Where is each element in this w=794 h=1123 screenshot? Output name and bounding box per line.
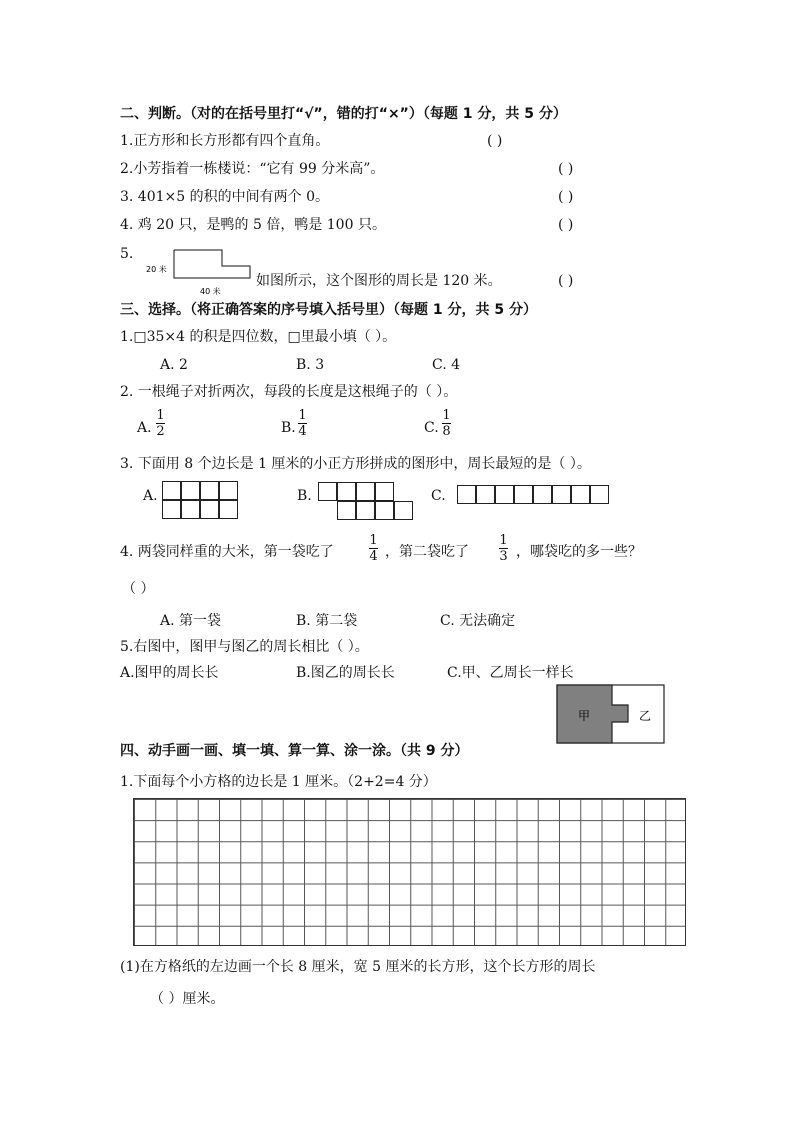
- draw-q1-sub1-answer[interactable]: （ ）厘米。: [150, 991, 225, 1007]
- fig-side-label: 20 米: [146, 265, 167, 274]
- jia-label: 甲: [578, 709, 591, 723]
- choice-q4-c[interactable]: C. 无法确定: [440, 613, 516, 629]
- choice-q2: 2. 一根绳子对折两次，每段的长度是这根绳子的（ ）。: [120, 384, 458, 400]
- choice-q4-post: ，哪袋吃的多一些？: [516, 544, 642, 560]
- answer-paren[interactable]: ( ): [558, 189, 574, 205]
- choice-q4-pre: 4. 两袋同样重的大米，第一袋吃了: [120, 544, 334, 560]
- answer-paren[interactable]: ( ): [558, 273, 574, 289]
- judge-q4: 4. 鸡 20 只，是鸭的 5 倍，鸭是 100 只。: [120, 217, 386, 233]
- answer-paren[interactable]: （ ）: [122, 581, 155, 597]
- judge-q1: 1.正方形和长方形都有四个直角。: [120, 133, 330, 149]
- judge-q5-number: 5.: [120, 246, 134, 262]
- fraction-one-quarter: 1 4: [298, 408, 307, 439]
- choice-q1-b[interactable]: B. 3: [296, 357, 325, 373]
- draw-q1: 1.下面每个小方格的边长是 1 厘米。（2+2=4 分）: [120, 774, 437, 790]
- choice-q5-a[interactable]: A.图甲的周长长: [120, 665, 219, 681]
- choice-q3-a[interactable]: A.: [143, 488, 158, 504]
- grid-paper[interactable]: [133, 798, 686, 946]
- section-4-title: 四、动手画一画、填一填、算一算、涂一涂。（共 9 分）: [120, 743, 469, 759]
- fig-bottom-label: 40 米: [200, 287, 221, 296]
- yi-label: 乙: [639, 709, 652, 723]
- choice-q1: 1.□35×4 的积是四位数，□里最小填（ ）。: [120, 329, 397, 345]
- l-shape-figure: [140, 244, 255, 299]
- choice-q3-b[interactable]: B.: [297, 488, 312, 504]
- fraction-one-third: 1 3: [499, 533, 508, 564]
- answer-paren[interactable]: ( ): [558, 161, 574, 177]
- fraction-one-eighth: 1 8: [442, 408, 451, 439]
- choice-q4-a[interactable]: A. 第一袋: [160, 613, 222, 629]
- section-2-title: 二、判断。（对的在括号里打“√”，错的打“×”）（每题 1 分，共 5 分）: [120, 106, 567, 122]
- judge-q3: 3. 401×5 的积的中间有两个 0。: [120, 189, 329, 205]
- choice-q3-c[interactable]: C.: [431, 488, 446, 504]
- choice-q5: 5.右图中，图甲与图乙的周长相比（ ）。: [120, 639, 369, 655]
- jia-yi-figure: [556, 684, 668, 746]
- choice-q2-a[interactable]: A.: [137, 420, 152, 436]
- draw-q1-sub1: (1)在方格纸的左边画一个长 8 厘米，宽 5 厘米的长方形，这个长方形的周长: [120, 959, 596, 975]
- choice-q1-c[interactable]: C. 4: [432, 357, 461, 373]
- judge-q2: 2.小芳指着一栋楼说：“它有 99 分米高”。: [120, 161, 385, 177]
- section-3-title: 三、选择。（将正确答案的序号填入括号里）（每题 1 分，共 5 分）: [120, 302, 537, 318]
- judge-q5-text: 如图所示，这个图形的周长是 120 米。: [256, 273, 502, 289]
- fraction-one-quarter-q4: 1 4: [369, 533, 378, 564]
- choice-q1-a[interactable]: A. 2: [160, 357, 188, 373]
- choice-q3: 3. 下面用 8 个边长是 1 厘米的小正方形拼成的图形中，周长最短的是（ ）。: [120, 456, 591, 472]
- choice-q2-b[interactable]: B.: [281, 420, 296, 436]
- choice-q5-b[interactable]: B.图乙的周长长: [296, 665, 395, 681]
- choice-q2-c[interactable]: C.: [424, 420, 439, 436]
- answer-paren[interactable]: ( ): [487, 133, 503, 149]
- choice-q4-mid: ，第二袋吃了: [385, 544, 469, 560]
- choice-q4-b[interactable]: B. 第二袋: [296, 613, 358, 629]
- fraction-one-half: 1 2: [156, 408, 165, 439]
- choice-q5-c[interactable]: C.甲、乙周长一样长: [447, 665, 574, 681]
- answer-paren[interactable]: ( ): [558, 217, 574, 233]
